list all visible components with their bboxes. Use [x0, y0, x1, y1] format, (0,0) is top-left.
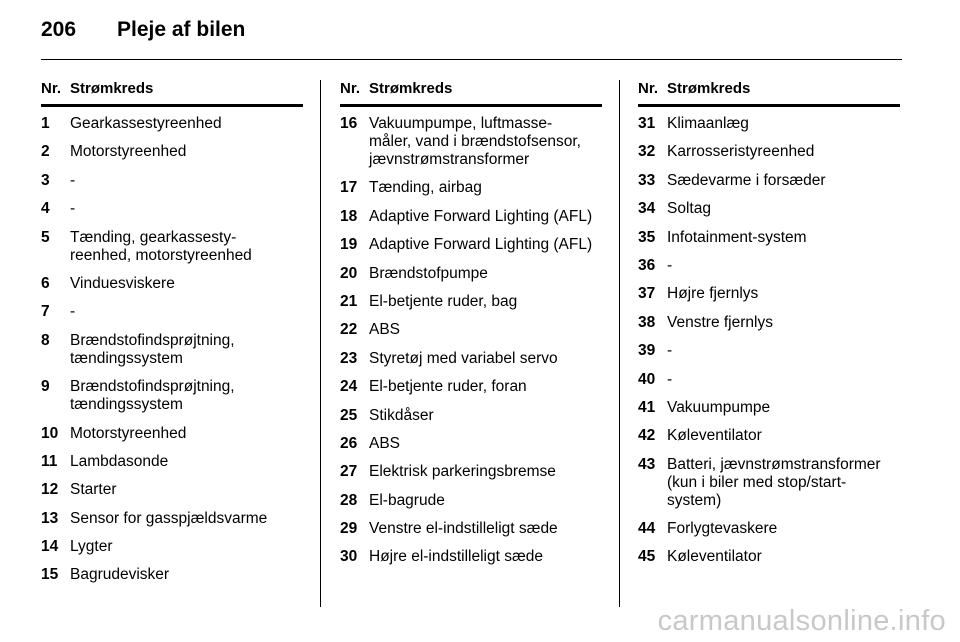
- fuse-number: 26: [340, 434, 358, 452]
- table-row: [340, 407, 602, 425]
- circuit-header: Strømkreds: [369, 80, 453, 97]
- circuit-header: Strømkreds: [70, 80, 154, 97]
- table-header: [638, 80, 900, 107]
- table-row: [340, 208, 602, 226]
- table-rows: [638, 115, 900, 566]
- circuit-description: -: [70, 171, 76, 189]
- fuse-number: 28: [340, 491, 358, 509]
- circuit-description: Sædevarme i forsæder: [667, 171, 826, 189]
- fuse-number: 29: [340, 520, 358, 538]
- fuse-number: 2: [41, 143, 50, 161]
- circuit-description: Brændstofindsprøjtning, tændingssystem: [70, 331, 235, 367]
- table-row: [340, 265, 602, 283]
- table-row: [340, 350, 602, 368]
- fuse-number: 43: [638, 455, 656, 473]
- circuit-description: Lambdasonde: [70, 452, 169, 470]
- fuse-number: 9: [41, 378, 50, 396]
- table-header: [340, 80, 602, 107]
- table-row: [340, 179, 602, 197]
- table-row: [41, 200, 303, 218]
- circuit-header: Strømkreds: [667, 80, 751, 97]
- circuit-description: Batteri, jævnstrømstransformer (kun i biler med stop/start- system): [667, 455, 881, 509]
- table-row: [41, 378, 303, 414]
- circuit-description: Adaptive Forward Lighting (AFL): [369, 207, 593, 225]
- table-row: [340, 548, 602, 566]
- page-title: Pleje af bilen: [117, 18, 246, 41]
- table-row: [638, 172, 900, 190]
- circuit-description: Klimaanlæg: [667, 115, 749, 132]
- fuse-number: 41: [638, 398, 656, 416]
- fuse-number: 1: [41, 115, 50, 132]
- table-row: [340, 435, 602, 453]
- table-row: [638, 371, 900, 389]
- fuse-number: 24: [340, 378, 358, 396]
- table-row: [638, 314, 900, 332]
- circuit-description: Køleventilator: [667, 548, 762, 566]
- circuit-description: Lygter: [70, 538, 113, 556]
- table-row: [41, 566, 303, 584]
- circuit-description: El-bagrude: [369, 491, 445, 509]
- fuse-number: 42: [638, 427, 656, 445]
- circuit-description: Gearkassestyreenhed: [70, 115, 222, 132]
- circuit-description: Styretøj med variabel servo: [369, 349, 558, 367]
- table-row: [340, 520, 602, 538]
- fuse-number: 22: [340, 321, 358, 339]
- fuse-number: 38: [638, 313, 656, 331]
- table-row: [41, 229, 303, 265]
- table-row: [41, 143, 303, 161]
- fuse-number: 7: [41, 303, 50, 321]
- circuit-description: Infotainment-system: [667, 228, 807, 246]
- fuse-number: 11: [41, 452, 58, 470]
- circuit-description: Soltag: [667, 200, 711, 218]
- nr-header: Nr.: [41, 80, 62, 97]
- table-row: [340, 492, 602, 510]
- circuit-description: Vakuumpumpe, luftmasse- måler, vand i brændstofsensor, jævnstrømstransformer: [369, 115, 581, 168]
- table-row: [638, 520, 900, 538]
- nr-header: Nr.: [638, 80, 659, 97]
- fuse-table-column-1: [41, 80, 303, 595]
- fuse-number: 19: [340, 236, 358, 254]
- table-header: [41, 80, 303, 107]
- fuse-number: 5: [41, 228, 50, 246]
- table-row: [41, 172, 303, 190]
- circuit-description: ABS: [369, 321, 401, 339]
- circuit-description: Køleventilator: [667, 427, 762, 445]
- table-rows: [340, 115, 602, 566]
- circuit-description: -: [667, 370, 673, 388]
- circuit-description: -: [667, 342, 673, 360]
- table-row: [638, 257, 900, 275]
- table-row: [41, 453, 303, 471]
- table-rows: [41, 115, 303, 584]
- table-row: [638, 200, 900, 218]
- circuit-description: ABS: [369, 434, 401, 452]
- fuse-number: 3: [41, 171, 50, 189]
- fuse-number: 14: [41, 538, 59, 556]
- table-row: [340, 115, 602, 169]
- fuse-number: 20: [340, 264, 358, 282]
- circuit-description: Vinduesviskere: [70, 274, 175, 292]
- fuse-number: 21: [340, 292, 358, 310]
- circuit-description: Højre el-indstilleligt sæde: [369, 548, 544, 566]
- circuit-description: -: [667, 256, 673, 274]
- fuse-number: 6: [41, 274, 50, 292]
- column-divider: [320, 80, 321, 607]
- circuit-description: Motorstyreenhed: [70, 143, 187, 161]
- fuse-number: 25: [340, 406, 358, 424]
- page-number: 206: [41, 18, 77, 41]
- fuse-number: 40: [638, 370, 656, 388]
- fuse-number: 33: [638, 171, 656, 189]
- fuse-number: 30: [340, 548, 358, 566]
- circuit-description: Forlygtevaskere: [667, 520, 778, 538]
- circuit-description: Vakuumpumpe: [667, 398, 771, 416]
- circuit-description: Elektrisk parkeringsbremse: [369, 463, 556, 481]
- circuit-description: Tænding, airbag: [369, 179, 482, 197]
- table-row: [41, 332, 303, 368]
- fuse-number: 15: [41, 566, 59, 584]
- circuit-description: Starter: [70, 481, 117, 499]
- table-row: [41, 538, 303, 556]
- fuse-number: 10: [41, 424, 59, 442]
- fuse-number: 8: [41, 331, 50, 349]
- table-row: [340, 463, 602, 481]
- circuit-description: Venstre fjernlys: [667, 313, 773, 331]
- fuse-number: 16: [340, 115, 358, 132]
- fuse-number: 23: [340, 349, 358, 367]
- column-divider: [619, 80, 620, 607]
- circuit-description: El-betjente ruder, foran: [369, 378, 527, 396]
- fuse-number: 13: [41, 509, 59, 527]
- table-row: [638, 285, 900, 303]
- circuit-description: -: [70, 200, 76, 218]
- table-row: [638, 456, 900, 510]
- table-row: [41, 115, 303, 133]
- fuse-number: 32: [638, 143, 656, 161]
- fuse-number: 45: [638, 548, 656, 566]
- table-row: [638, 427, 900, 445]
- table-row: [638, 229, 900, 247]
- fuse-number: 12: [41, 481, 59, 499]
- fuse-number: 39: [638, 342, 656, 360]
- table-row: [41, 303, 303, 321]
- circuit-description: Højre fjernlys: [667, 285, 759, 303]
- table-row: [638, 342, 900, 360]
- nr-header: Nr.: [340, 80, 361, 97]
- table-row: [340, 293, 602, 311]
- circuit-description: -: [70, 303, 76, 321]
- circuit-description: Venstre el-indstilleligt sæde: [369, 520, 558, 538]
- table-row: [340, 378, 602, 396]
- fuse-number: 44: [638, 520, 656, 538]
- circuit-description: Sensor for gasspjældsvarme: [70, 509, 268, 527]
- page-header: [41, 18, 245, 42]
- fuse-number: 35: [638, 228, 656, 246]
- fuse-number: 31: [638, 115, 656, 132]
- circuit-description: El-betjente ruder, bag: [369, 292, 518, 310]
- fuse-number: 18: [340, 207, 358, 225]
- fuse-number: 34: [638, 200, 656, 218]
- table-row: [638, 115, 900, 133]
- fuse-number: 4: [41, 200, 50, 218]
- fuse-table-column-2: [340, 80, 602, 577]
- circuit-description: Stikdåser: [369, 406, 434, 424]
- watermark: carmanualsonline.info: [657, 605, 946, 637]
- table-row: [340, 236, 602, 254]
- table-row: [638, 143, 900, 161]
- circuit-description: Karrosseristyreenhed: [667, 143, 815, 161]
- circuit-description: Brændstofpumpe: [369, 264, 488, 282]
- circuit-description: Brændstofindsprøjtning, tændingssystem: [70, 378, 235, 414]
- table-row: [41, 481, 303, 499]
- table-row: [41, 275, 303, 293]
- table-row: [638, 548, 900, 566]
- circuit-description: Tænding, gearkassesty- reenhed, motorstyreenhed: [70, 228, 252, 264]
- header-divider: [41, 59, 902, 60]
- circuit-description: Adaptive Forward Lighting (AFL): [369, 236, 593, 254]
- table-row: [41, 425, 303, 443]
- fuse-number: 27: [340, 463, 358, 481]
- table-row: [340, 321, 602, 339]
- table-row: [41, 510, 303, 528]
- circuit-description: Motorstyreenhed: [70, 424, 187, 442]
- circuit-description: Bagrudevisker: [70, 566, 170, 584]
- table-row: [638, 399, 900, 417]
- fuse-number: 17: [340, 179, 358, 197]
- fuse-number: 36: [638, 256, 656, 274]
- fuse-table-column-3: [638, 80, 900, 577]
- fuse-number: 37: [638, 285, 656, 303]
